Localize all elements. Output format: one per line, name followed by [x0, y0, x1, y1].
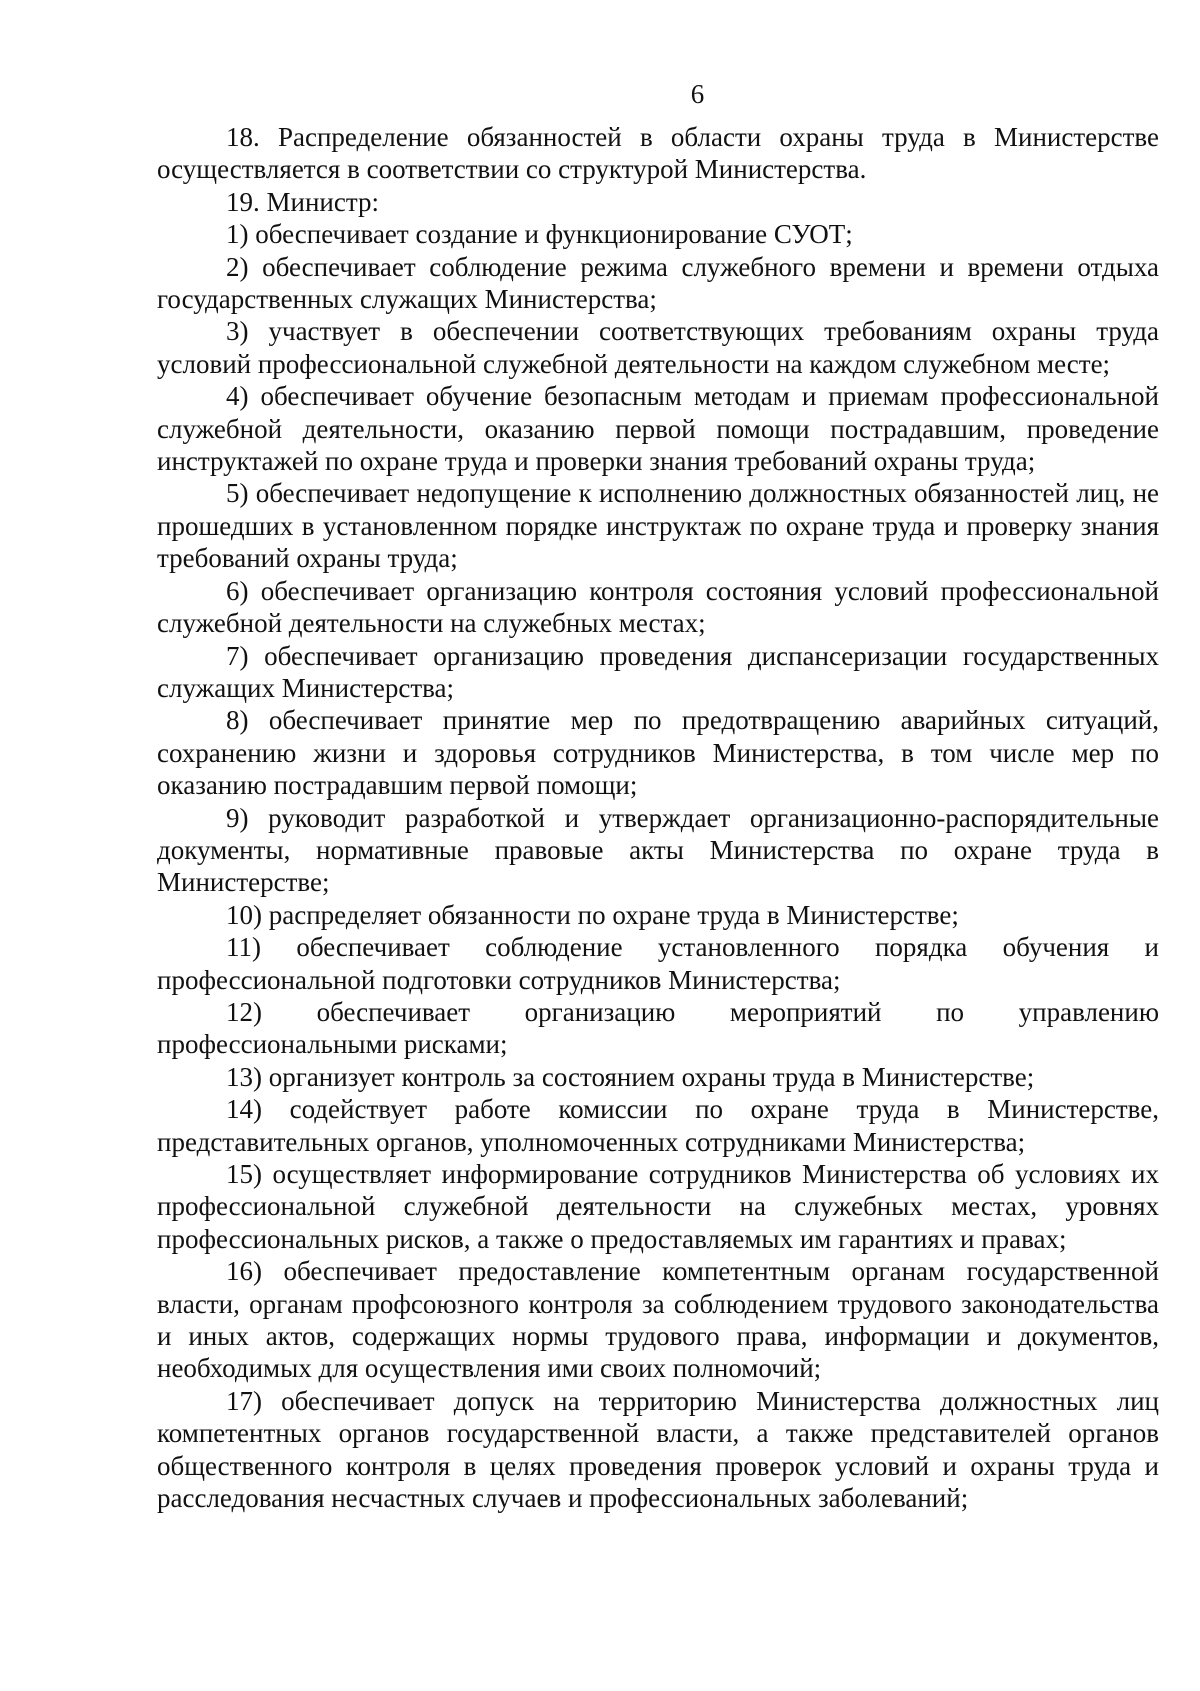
list-item-17: 17) обеспечивает допуск на территорию Министерства должностных лиц компетентных органов государственной власти, а также представителей органов общественного контроля в целях проведения проверок условий и охраны труда и расследования несчастных случаев и профессиональных заболеваний;	[157, 1385, 1159, 1514]
list-item-2: 2) обеспечивает соблюдение режима служебного времени и времени отдыха государственных служащих Министерства;	[157, 251, 1159, 315]
list-item-1: 1) обеспечивает создание и функционирование СУОТ;	[226, 219, 853, 250]
list-item-10: 10) распределяет обязанности по охране труда в Министерстве;	[226, 899, 959, 930]
list-item-5: 5) обеспечивает недопущение к исполнению должностных обязанностей лиц, не прошедших в установленном порядке инструктаж по охране труда и проверку знания требований охраны труда;	[157, 478, 1159, 574]
list-item-7: 7) обеспечивает организацию проведения диспансеризации государственных служащих Министерства;	[157, 640, 1159, 703]
page-number: 6	[690, 79, 705, 109]
list-item-15: 15) осуществляет информирование сотрудников Министерства об условиях их профессиональной служебной деятельности на служебных местах, уровнях профессиональных рисков, а также о предоставляемых им гарантиях и правах;	[157, 1159, 1159, 1254]
list-item-6: 6) обеспечивает организацию контроля состояния условий профессиональной служебной деятельности на служебных местах;	[157, 575, 1159, 639]
list-item-8: 8) обеспечивает принятие мер по предотвращению аварийных ситуаций, сохранению жизни и здоровья сотрудников Министерства, в том числе мер по оказанию пострадавшим первой помощи;	[157, 705, 1159, 801]
list-item-11: 11) обеспечивает соблюдение установленного порядка обучения и профессиональной подготовки сотрудников Министерства;	[157, 932, 1159, 995]
document-body	[157, 121, 1159, 1514]
list-item-14: 14) содействует работе комиссии по охране труда в Министерстве, представительных органов, уполномоченных сотрудниками Министерства;	[157, 1094, 1159, 1157]
paragraph-19: 19. Министр:	[226, 186, 379, 217]
list-item-4: 4) обеспечивает обучение безопасным методам и приемам профессиональной служебной деятельности, оказанию первой помощи пострадавшим, проведение инструктажей по охране труда и проверки знания требований охраны труда;	[157, 381, 1159, 477]
paragraph-18: 18. Распределение обязанностей в области охраны труда в Министерстве осуществляется в соответствии со структурой Министерства.	[157, 122, 1159, 185]
list-item-9: 9) руководит разработкой и утверждает организационно-распорядительные документы, нормативные правовые акты Министерства по охране труда в Министерстве;	[157, 802, 1159, 898]
list-item-12: 12) обеспечивает организацию мероприятий по управлению профессиональными рисками;	[157, 996, 1159, 1060]
list-item-13: 13) организует контроль за состоянием охраны труда в Министерстве;	[226, 1061, 1035, 1092]
list-item-16: 16) обеспечивает предоставление компетентным органам государственной власти, органам профсоюзного контроля за соблюдением трудового законодательства и иных актов, содержащих нормы трудового права, информации и документов, необходимых для осуществления ими своих полномочий;	[157, 1256, 1159, 1384]
list-item-3: 3) участвует в обеспечении соответствующих требованиям охраны труда условий профессиональной служебной деятельности на каждом служебном месте;	[157, 316, 1159, 379]
